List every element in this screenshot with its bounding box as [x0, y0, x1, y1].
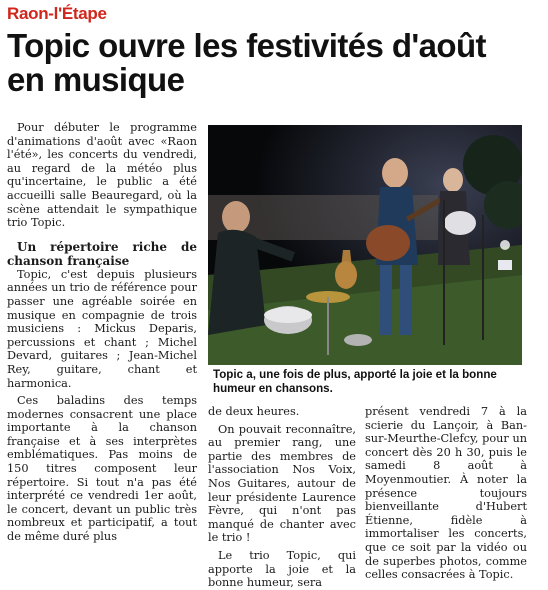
photo-caption: Topic a, une fois de plus, apporté la joie et la bonne humeur en chansons.	[213, 368, 497, 395]
subheading: Un répertoire riche de chanson française	[7, 239, 197, 268]
intro-paragraph: Pour débuter le programme d'animations d'août avec «Raon l'été», les concerts du vendredi, au regard de la météo plus qu'incertaine, le public a été accueilli salle Beauregard, où la scène attendait le sympathique trio Topic.	[7, 121, 197, 230]
concert-photo	[208, 125, 522, 365]
body-paragraph: Ces baladins des temps modernes consacrent une place importante à la chanson française et à ses interprètes emblématiques. Pas moins de 150 titres composent leur répertoire. Si tout n'a pas été interprété ce vendredi 1er août, le concert, devant un public très nombreux et participatif, a tout de même duré plus	[7, 394, 197, 544]
body-paragraph: Le trio Topic, qui apporte la joie et la bonne humeur, sera	[208, 548, 356, 590]
article-headline: Topic ouvre les festivités d'août en musique	[7, 27, 486, 98]
body-paragraph: présent vendredi 7 à la scierie du Lançoir, à Ban-sur-Meurthe-Clefcy, pour un concert dès 20 h 30, puis le samedi 8 août à Moyenmoutier. À noter la présence toujours bienveillante d'Hubert Étienne, fidèle à immortaliser les concerts, que ce soit par la vidéo ou de superbes photos, comme celles consacrées à Topic.	[365, 405, 527, 582]
body-paragraph: On pouvait reconnaître, au premier rang, une partie des membres de l'association Nos Voix, Nos Guitares, autour de leur présidente Laurence Fèvre, qui n'ont pas manqué de chanter avec le trio !	[208, 422, 356, 545]
article-column-1	[7, 121, 197, 544]
article-column-3	[365, 405, 527, 582]
article-column-2	[208, 405, 356, 590]
section-kicker: Raon-l'Étape	[7, 4, 107, 23]
body-paragraph: de deux heures.	[208, 405, 300, 418]
body-paragraph: Topic, c'est depuis plusieurs années un trio de référence pour passer une agréable soirée en musique en compagnie de trois musiciens : Mickus Deparis, percussions et chant ; Michel Devard, guitares ; Jean-Michel Rey, guitare, chant et harmonica.	[7, 267, 197, 390]
